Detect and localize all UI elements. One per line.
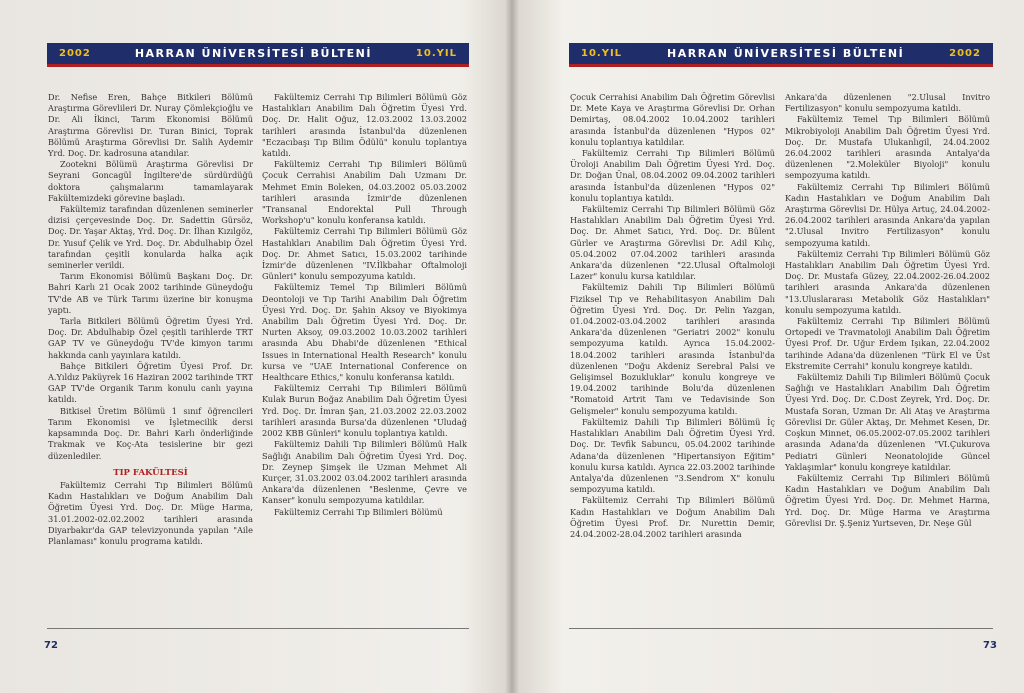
- paragraph: Dr. Nefise Eren, Bahçe Bitkileri Bölümü Araştırma Görevlileri Dr. Nuray Çömlekçioğlu ve Dr. Ali İkinci, Tarım Ekonomisi Bölümü Araştırma Görevlisi Dr. Turan Binici, Toprak Bölümü Araştırma Görevlisi Dr. Salih Aydemir Yrd. Doç. Dr. kadrosuna atandılar.: [48, 92, 253, 159]
- paragraph: Tarım Ekonomisi Bölümü Başkanı Doç. Dr. Bahri Karlı 21 Ocak 2002 tarihinde Güneydoğu TV'de AB ve Türk Tarımı üzerine bir konuşma yaptı.: [48, 271, 253, 315]
- paragraph: Fakültemiz Cerrahi Tıp Bilimleri Bölümü: [274, 506, 443, 517]
- page-number: 73: [983, 640, 997, 651]
- footer-rule: [569, 628, 993, 629]
- paragraph: Fakültemiz Cerrahi Tıp Bilimleri Bölümü Kadın Hastalıkları ve Doğum Anabilim Dalı Öğretim Üyesi Yrd. Doç. Dr. Mehmet Harma, Yrd. Doç. Dr. Müge Harma ve Araştırma Görevlisi Dr. Ş.Şeniz Yurtseven, Dr. Neşe Gül: [785, 472, 990, 528]
- paragraph: Bahçe Bitkileri Öğretim Üyesi Prof. Dr. A.Yıldız Paküyrek 16 Haziran 2002 tarihinde TRT GAP TV'de Organik Tarım konulu canlı yayına katıldı.: [48, 360, 253, 405]
- left-header-banner: [47, 43, 469, 67]
- paragraph: Fakültemiz Temel Tıp Bilimleri Bölümü Deontoloji ve Tıp Tarihi Anabilim Dalı Öğretim Üyesi Yrd. Doç. Dr. Şahin Aksoy ve Biyokimya Anabilim Dalı Öğretim Üyesi Yrd. Doç. Dr. Nurten Aksoy, 09.03.2002 10.03.2002 tarihleri arasında Abu Dhabi'de düzenlenen "Ethical Issues in International Health Research" konulu kursa ve "UAE International Conference on Healthcare Ethics," konulu konferansa katıldı.: [262, 282, 467, 383]
- header-edition: 10.YIL: [415, 48, 457, 59]
- paragraph: Fakültemiz Cerrahi Tıp Bilimleri Bölümü Çocuk Cerrahisi Anabilim Dalı Uzmanı Dr. Mehmet Emin Boleken, 04.03.2002 05.03.2002 tarihleri arasında İzmir'de düzenlenen "Transanal Endorektal Pull Through Workshop'u" konulu konferansa katıldı.: [262, 159, 467, 226]
- paragraph: Fakültemiz Dahili Tıp Bilimleri Bölümü Çocuk Sağlığı ve Hastalıkları Anabilim Dalı Öğretim Üyesi Yrd. Doç. Dr. C.Dost Zeyrek, Yrd. Doç. Dr. Mustafa Soran, Uzman Dr. Ali Ataş ve Araştırma Görevlisi Dr. Güler Aktaş, Dr. Mehmet Kesen, Dr. Coşkun Minnet, 06.05.2002-07.05.2002 tarihleri arasında Adana'da düzenlenen "VI.Çukurova Pediatri Günleri Neonatolojide Güncel Yaklaşımlar" konulu kongreye katıldılar.: [785, 372, 990, 472]
- left-page: [0, 0, 511, 693]
- paragraph: Fakültemiz Cerrahi Tıp Bilimleri Bölümü Göz Hastalıkları Anabilim Dalı Öğretim Üyesi Yrd. Doç. Dr. Halit Oğuz, 12.03.2002 13.03.2002 tarihleri arasında İstanbul'da düzenlenen "Eczacıbaşı Tıp Bilim Ödülü" konulu toplantıya katıldı.: [262, 92, 467, 159]
- paragraph: Zootekni Bölümü Araştırma Görevlisi Dr Seyrani Goncagül İngiltere'de sürdürdüğü doktora çalışmalarını tamamlayarak Fakültemizdeki görevine başladı.: [48, 159, 253, 203]
- paragraph: Tarla Bitkileri Bölümü Öğretim Üyesi Yrd. Doç. Dr. Abdulhabip Özel çeşitli tarihlerde TRT GAP TV ve Güneydoğu TV'de kimyon tarımı hakkında canlı yayınlara katıldı.: [48, 316, 253, 360]
- paragraph: Fakültemiz Cerrahi Tıp Bilimleri Bölümü Kadın Hastalıkları ve Doğum Anabilim Dalı Öğretim Üyesi Yrd. Doç. Dr. Müge Harma, 31.01.2002-02.02.2002 tarihleri arasında Diyarbakır'da GAP televizyonunda yapılan "Aile Planlaması" konulu programa katıldı.: [48, 479, 253, 546]
- left-column-2: [262, 92, 467, 518]
- footer-rule: [47, 628, 469, 629]
- header-edition: 10.YIL: [581, 48, 623, 59]
- paragraph: Fakültemiz Dahili Tıp Bilimleri Bölümü Halk Sağlığı Anabilim Dalı Öğretim Üyesi Yrd. Doç. Dr. Zeynep Şimşek ile Uzman Mehmet Ali Kurçer, 31.03.2002 03.04.2002 tarihleri arasında Ankara'da düzenlenen "Beslenme, Çevre ve Kanser" konulu sempozyuma katıldılar.: [262, 439, 467, 506]
- right-header-banner: [569, 43, 993, 67]
- paragraph: Fakültemiz Dahili Tıp Bilimleri Bölümü İç Hastalıkları Anabilim Dalı Öğretim Üyesi Yrd. Doç. Dr. Tevfik Sabuncu, 05.04.2002 tarihinde Adana'da düzenlenen "Hipertansiyon Eğitim" konulu kursa katıldı. Ayrıca 22.03.2002 tarihinde Antalya'da düzenlenen "3.Sendrom X" konulu sempozyuma katıldı.: [570, 416, 775, 495]
- header-year: 2002: [949, 48, 981, 59]
- paragraph: Fakültemiz Cerrahi Tıp Bilimleri Bölümü Kadın Hastalıkları ve Doğum Anabilim Dalı Araştırma Görevlisi Dr. Hülya Artuç, 24.04.2002-26.04.2002 tarihleri arasında Ankara'da yapılan "2.Ulusal Invitro Fertilizasyon" konulu sempozyuma katıldı.: [785, 181, 990, 248]
- paragraph: Fakültemiz Cerrahi Tıp Bilimleri Bölümü Ortopedi ve Travmatoloji Anabilim Dalı Öğretim Üyesi Prof. Dr. Uğur Erdem Işıkan, 22.04.2002 tarihinde Adana'da düzenlenen "Türk El ve Üst Ekstremite Cerrahi" konulu kongreye katıldı.: [785, 316, 990, 371]
- right-page: [513, 0, 1024, 693]
- paragraph: Fakültemiz tarafından düzenlenen seminerler dizisi çerçevesinde Doç. Dr. Sadettin Gürsöz, Doç. Dr. Yaşar Aktaş, Yrd. Doç. Dr. İlhan Kızılgöz, Dr. Yusuf Çelik ve Yrd. Doç. Dr. Abdulhabip Özel tarafından çeşitli konularda halka açık seminerler verildi.: [48, 204, 253, 271]
- paragraph: Fakültemiz Cerrahi Tıp Bilimleri Bölümü Üroloji Anabilim Dalı Öğretim Üyesi Yrd. Doç. Dr. Doğan Ünal, 08.04.2002 09.04.2002 tarihleri arasında İstanbul'da düzenlenen "Hypos 02" konulu toplantıya katıldı.: [570, 148, 775, 203]
- paragraph: Fakültemiz Cerrahi Tıp Bilimleri Bölümü Kadın Hastalıkları ve Doğum Anabilim Dalı Öğretim Üyesi Prof. Dr. Nurettin Demir, 24.04.2002-28.04.2002 tarihleri arasında: [570, 495, 775, 539]
- paragraph: Fakültemiz Cerrahi Tıp Bilimleri Bölümü Kulak Burun Boğaz Anabilim Dalı Öğretim Üyesi Yrd. Doç. Dr. İmran Şan, 21.03.2002 22.03.2002 tarihleri arasında Bursa'da düzenlenen "Uludağ 2002 KBB Günleri" konulu toplantıya katıldı.: [262, 383, 467, 439]
- header-year: 2002: [59, 48, 91, 59]
- paragraph: Fakültemiz Cerrahi Tıp Bilimleri Bölümü Göz Hastalıkları Anabilim Dalı Öğretim Üyesi Yrd. Doç. Dr. Mustafa Güzey, 22.04.2002-26.04.2002 tarihleri arasında Ankara'da düzenlenen "13.Uluslararası Metabolik Göz Hastalıkları" konulu sempozyuma katıldı.: [785, 248, 990, 315]
- paragraph: Ankara'da düzenlenen "2.Ulusal Invitro Fertilizasyon" konulu sempozyuma katıldı.: [785, 92, 990, 114]
- header-title: HARRAN ÜNİVERSİTESİ BÜLTENİ: [667, 47, 905, 60]
- right-column-1: [570, 92, 775, 540]
- header-title: HARRAN ÜNİVERSİTESİ BÜLTENİ: [134, 47, 372, 60]
- paragraph: Fakültemiz Cerrahi Tıp Bilimleri Bölümü Göz Hastalıkları Anabilim Dalı Öğretim Üyesi Yrd. Doç. Dr. Ahmet Satıcı, Yrd. Doç. Dr. Bülent Gürler ve Araştırma Görevlisi Dr. Adil Kılıç, 05.04.2002 07.04.2002 tarihleri arasında Ankara'da düzenlenen "22.Ulusal Oftalmoloji Lazer" konulu kursa katıldılar.: [570, 204, 775, 282]
- paragraph: Fakültemiz Dahili Tıp Bilimleri Bölümü Fiziksel Tıp ve Rehabilitasyon Anabilim Dalı Öğretim Üyesi Yrd. Doç. Dr. Pelin Yazgan, 01.04.2002-03.04.2002 tarihleri arasında Ankara'da düzenlenen "Geriatri 2002" konulu sempozyuma katıldı. Ayrıca 15.04.2002-18.04.2002 tarihleri arasında İstanbul'da düzenlenen "Doğu Akdeniz Serebral Palsi ve Gelişimsel Bozukluklar" konulu kongreye ve 19.04.2002 tarihinde Bolu'da düzenlenen "Romatoid Artrit Tanı ve Tedavisinde Son Gelişmeler" konulu sempozyuma katıldı.: [570, 282, 775, 416]
- section-heading: TIP FAKÜLTESİ: [113, 467, 188, 478]
- left-column-1: [48, 92, 253, 547]
- paragraph: Çocuk Cerrahisi Anabilim Dalı Öğretim Görevlisi Dr. Mete Kaya ve Araştırma Görevlisi Dr. Orhan Demirtaş, 08.04.2002 10.04.2002 tarihleri arasında İstanbul'da düzenlenen "Hypos 02" konulu toplantıya katıldılar.: [570, 92, 775, 147]
- paragraph: Bitkisel Üretim Bölümü 1 sınıf öğrencileri Tarım Ekonomisi ve İşletmecilik dersi kapsamında Doç. Dr. Bahri Karlı önderliğinde Trakmak ve Koç-Ata tesislerine bir gezi düzenlediler.: [48, 405, 253, 461]
- page-number: 72: [44, 640, 58, 651]
- paragraph: Fakültemiz Cerrahi Tıp Bilimleri Bölümü Göz Hastalıkları Anabilim Dalı Öğretim Üyesi Yrd. Doç. Dr. Ahmet Satıcı, 15.03.2002 tarihinde İzmir'de düzenlenen "IV.İlkbahar Oftalmoloji Günleri" konulu sempozyuma katıldı.: [262, 226, 467, 282]
- paragraph: Fakültemiz Temel Tıp Bilimleri Bölümü Mikrobiyoloji Anabilim Dalı Öğretim Üyesi Yrd. Doç. Dr. Mustafa Ulukanlıgil, 24.04.2002 26.04.2002 tarihleri arasında Antalya'da düzenlenen "2.Moleküler Biyoloji" konulu sempozyuma katıldı.: [785, 114, 990, 181]
- right-column-2: [785, 92, 990, 529]
